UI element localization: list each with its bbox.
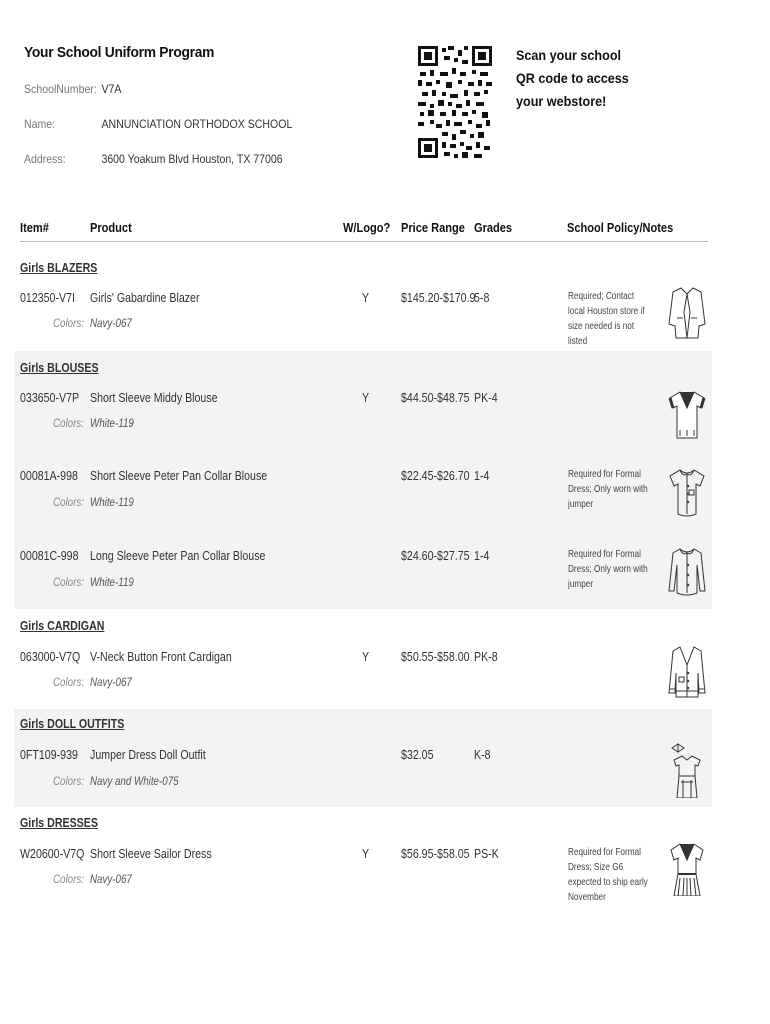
item-number: 0FT109-939	[20, 748, 78, 762]
colors-label: Colors:	[53, 497, 84, 509]
product-name: Short Sleeve Peter Pan Collar Blouse	[90, 469, 268, 483]
colors-value: Navy-067	[90, 677, 132, 689]
product-name: Girls' Gabardine Blazer	[90, 291, 200, 305]
product-name: Jumper Dress Doll Outfit	[90, 748, 206, 762]
item-number: 033650-V7P	[20, 391, 80, 405]
colors-label: Colors:	[53, 677, 84, 689]
logo-flag: Y	[362, 650, 370, 664]
school-address-row	[24, 152, 283, 166]
policy-note: Required for Formal Dress; Size G6 expected to ship early November	[568, 847, 648, 903]
colors-value: White-119	[90, 577, 134, 589]
price-range: $32.05	[401, 748, 434, 762]
policy-note: Required for Formal Dress; Only worn with jumper	[568, 469, 648, 510]
school-number-label: SchoolNumber:	[24, 82, 97, 96]
blazer-icon	[668, 284, 706, 340]
school-number-value: V7A	[101, 82, 122, 96]
column-header-grades: Grades	[474, 220, 513, 235]
school-number-row	[24, 82, 121, 96]
column-header-product: Product	[90, 220, 132, 235]
column-header-logo: W/Logo?	[343, 220, 391, 235]
price-range: $50.55-$58.00	[401, 650, 470, 664]
school-info-header	[24, 44, 404, 166]
item-number: 00081C-998	[20, 549, 79, 563]
grades: PK-8	[474, 650, 498, 664]
product-name: Short Sleeve Middy Blouse	[90, 391, 218, 405]
logo-flag: Y	[362, 391, 370, 405]
colors-value: White-119	[90, 497, 134, 509]
colors-value: Navy-067	[90, 318, 132, 330]
column-header-notes: School Policy/Notes	[567, 220, 674, 235]
product-name: Long Sleeve Peter Pan Collar Blouse	[90, 549, 266, 563]
category-heading: Girls BLAZERS	[20, 261, 98, 275]
policy-note: Required for Formal Dress; Only worn with jumper	[568, 549, 648, 590]
page-title: Your School Uniform Program	[24, 44, 215, 61]
price-range: $145.20-$170.9	[401, 291, 476, 305]
item-number: 00081A-998	[20, 469, 78, 483]
sailor-dress-icon	[668, 840, 706, 896]
grades: K-8	[474, 748, 491, 762]
colors-label: Colors:	[53, 577, 84, 589]
qr-code-icon[interactable]	[418, 46, 492, 162]
item-number: 063000-V7Q	[20, 650, 81, 664]
item-number: W20600-V7Q	[20, 847, 85, 861]
scan-instructions: Scan your school QR code to access your webstore!	[516, 47, 629, 109]
column-header-item: Item#	[20, 220, 49, 235]
category-heading: Girls DOLL OUTFITS	[20, 717, 125, 731]
school-name-label: Name:	[24, 117, 56, 131]
grades: PS-K	[474, 847, 499, 861]
price-range: $44.50-$48.75	[401, 391, 470, 405]
colors-label: Colors:	[53, 776, 84, 788]
school-name-value: ANNUNCIATION ORTHODOX SCHOOL	[101, 117, 293, 131]
grades: 5-8	[474, 291, 490, 305]
price-range: $22.45-$26.70	[401, 469, 470, 483]
column-header-price: Price Range	[401, 220, 465, 235]
school-name-row	[24, 117, 292, 131]
doll-outfit-icon	[668, 742, 706, 798]
cardigan-icon	[668, 643, 706, 699]
colors-label: Colors:	[53, 318, 84, 330]
item-number: 012350-V7I	[20, 291, 75, 305]
category-heading: Girls CARDIGAN	[20, 619, 105, 633]
colors-label: Colors:	[53, 418, 84, 430]
colors-value: White-119	[90, 418, 134, 430]
policy-note: Required; Contact local Houston store if size needed is not listed	[568, 291, 645, 347]
long-sleeve-blouse-icon	[668, 543, 706, 599]
price-range: $24.60-$27.75	[401, 549, 470, 563]
product-name: V-Neck Button Front Cardigan	[90, 650, 232, 664]
product-name: Short Sleeve Sailor Dress	[90, 847, 212, 861]
grades: 1-4	[474, 469, 490, 483]
grades: PK-4	[474, 391, 498, 405]
school-address-value: 3600 Yoakum Blvd Houston, TX 77006	[101, 152, 283, 166]
logo-flag: Y	[362, 291, 370, 305]
category-heading: Girls BLOUSES	[20, 361, 99, 375]
logo-flag: Y	[362, 847, 370, 861]
category-heading: Girls DRESSES	[20, 816, 98, 830]
colors-label: Colors:	[53, 874, 84, 886]
short-sleeve-blouse-icon	[668, 464, 706, 520]
middy-blouse-icon	[668, 386, 706, 442]
colors-value: Navy-067	[90, 874, 132, 886]
price-range: $56.95-$58.05	[401, 847, 470, 861]
colors-value: Navy and White-075	[90, 776, 179, 788]
school-address-label: Address:	[24, 152, 66, 166]
grades: 1-4	[474, 549, 490, 563]
table-header	[20, 218, 708, 242]
